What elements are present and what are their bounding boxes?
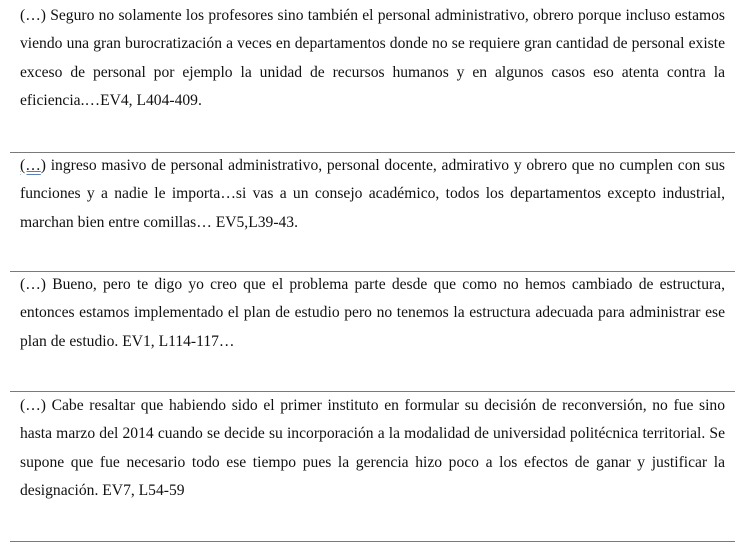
- excerpt-4: [20, 392, 725, 506]
- excerpt-3-text: (…) Bueno, pero te digo yo creo que el problema parte desde que como no hemos cambiado de estructura, entonces estamos implementado el plan de estudio pero no tenemos la estructura adecuada para administrar ese plan de estudio. EV1, L114-117…: [20, 276, 725, 350]
- divider-4: [10, 541, 735, 542]
- excerpt-2-text: ) ingreso masivo de personal administrativo, personal docente, admirativo y obrero que no cumplen con sus funciones y a nadie le importa…si vas a un consejo académico, todos los departamentos excepto industrial, marchan bien entre comillas… EV5,L39-43.: [20, 157, 725, 231]
- excerpt-1-text: (…) Seguro no solamente los profesores sino también el personal administrativo, obrero porque incluso estamos viendo una gran burocratización a veces en departamentos donde no se requiere gran cantidad de personal existe exceso de personal por ejemplo la unidad de recursos humanos y en algunos casos eso atenta contra la eficiencia.…EV4, L404-409.: [20, 7, 725, 110]
- excerpt-1: [20, 2, 725, 116]
- excerpt-4-text: (…) Cabe resaltar que habiendo sido el primer instituto en formular su decisión de reconversión, no fue sino hasta marzo del 2014 cuando se decide su incorporación a la modalidad de universidad politécnica territorial. Se supone que fue necesario todo ese tiempo pues la gerencia hizo poco a los efectos de ganar y justificar la designación. EV7, L54-59: [20, 397, 725, 500]
- excerpt-2: [20, 152, 725, 237]
- excerpt-2-lead: (…: [20, 157, 41, 174]
- excerpt-3: [20, 271, 725, 356]
